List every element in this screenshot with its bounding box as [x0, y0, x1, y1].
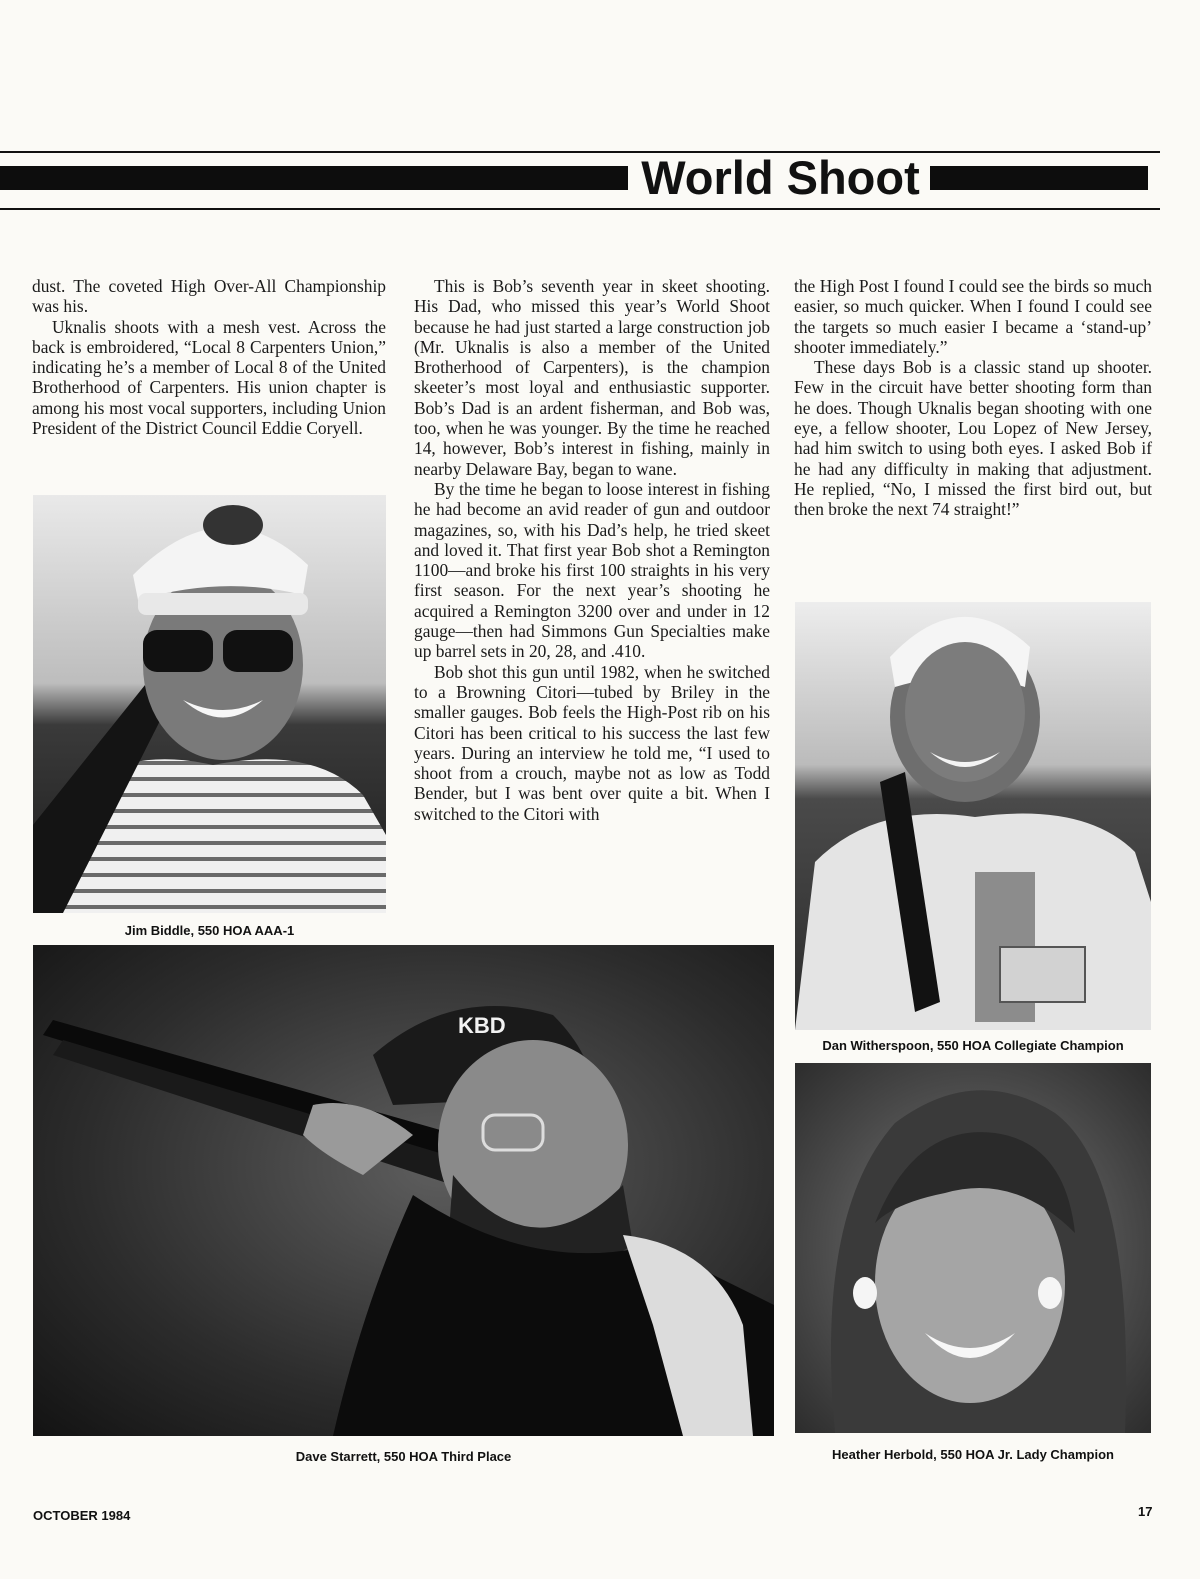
- header-band-left: [0, 166, 628, 190]
- paragraph: the High Post I found I could see the birds so much easier, so much quicker. When I found I could see the targets so much easier I became a ‘stand-up’ shooter immediately.”: [794, 276, 1152, 357]
- paragraph: By the time he began to loose interest in fishing he had become an avid reader of gun and outdoor magazines, so, with his Dad’s help, he tried skeet and loved it. That first year Bob shot a Remington 1100—and broke his first 100 straights in his very first season. For the next year’s shooting he acquired a Remington 3200 over and under in 12 gauge—then had Simmons Gun Specialties make up barrel sets in 20, 28, and .410.: [414, 478, 770, 662]
- paragraph: These days Bob is a classic stand up shooter. Few in the circuit have better shooting form than he does. Though Uknalis began shooting with one eye, a fellow shooter, Lou Lopez of New Jersey, had him switch to using both eyes. I asked Bob if he had any difficulty in making that adjustment. He replied, “No, I missed the first bird out, but then broke the next 74 straight!”: [794, 357, 1152, 520]
- section-title: World Shoot: [641, 151, 920, 204]
- caption-heather-herbold: Heather Herbold, 550 HOA Jr. Lady Champion: [832, 1447, 1114, 1462]
- paragraph: dust. The coveted High Over-All Championship was his.: [32, 276, 386, 317]
- article-column-2: [414, 276, 770, 824]
- article-column-1: [32, 276, 386, 438]
- photo-dan-witherspoon: [795, 602, 1151, 1030]
- paragraph: Uknalis shoots with a mesh vest. Across the back is embroidered, “Local 8 Carpenters Union,” indicating he’s a member of Local 8 of the United Brotherhood of Carpenters. His union chapter is among his most vocal supporters, including Union President of the District Council Eddie Coryell.: [32, 316, 386, 439]
- paragraph: This is Bob’s seventh year in skeet shooting. His Dad, who missed this year’s World Shoot because he had just started a large construction job (Mr. Uknalis is also a member of the United Brotherhood of Carpenters), is the champion skeeter’s most loyal and enthusiastic supporter. Bob’s Dad is an ardent fisherman, and Bob was, too, when he was younger. By the time he reached 14, however, Bob’s interest in fishing, mainly in nearby Delaware Bay, began to wane.: [414, 276, 770, 479]
- cap-logo: KBD: [458, 1013, 506, 1038]
- header-rule-top: [0, 151, 1160, 153]
- header-rule-bottom: [0, 208, 1160, 210]
- article-column-3: [794, 276, 1152, 520]
- header-band-right: [930, 166, 1148, 190]
- caption-jim-biddle: Jim Biddle, 550 HOA AAA-1: [124, 923, 295, 938]
- page-number: 17: [1138, 1504, 1153, 1519]
- paragraph: Bob shot this gun until 1982, when he switched to a Browning Citori—tubed by Briley in the smaller gauges. Bob feels the High-Post rib on his Citori has been critical to his success the last few years. During an interview he told me, “I used to shoot from a crouch, maybe not as low as Todd Bender, but I was bent over quite a bit. When I switched to the Citori with: [414, 661, 770, 824]
- caption-dan-witherspoon: Dan Witherspoon, 550 HOA Collegiate Champion: [822, 1038, 1124, 1053]
- photo-jim-biddle: [33, 495, 386, 913]
- caption-dave-starrett: Dave Starrett, 550 HOA Third Place: [295, 1449, 512, 1464]
- photo-heather-herbold: [795, 1063, 1151, 1433]
- photo-dave-starrett: [33, 945, 774, 1436]
- issue-date: OCTOBER 1984: [33, 1508, 131, 1523]
